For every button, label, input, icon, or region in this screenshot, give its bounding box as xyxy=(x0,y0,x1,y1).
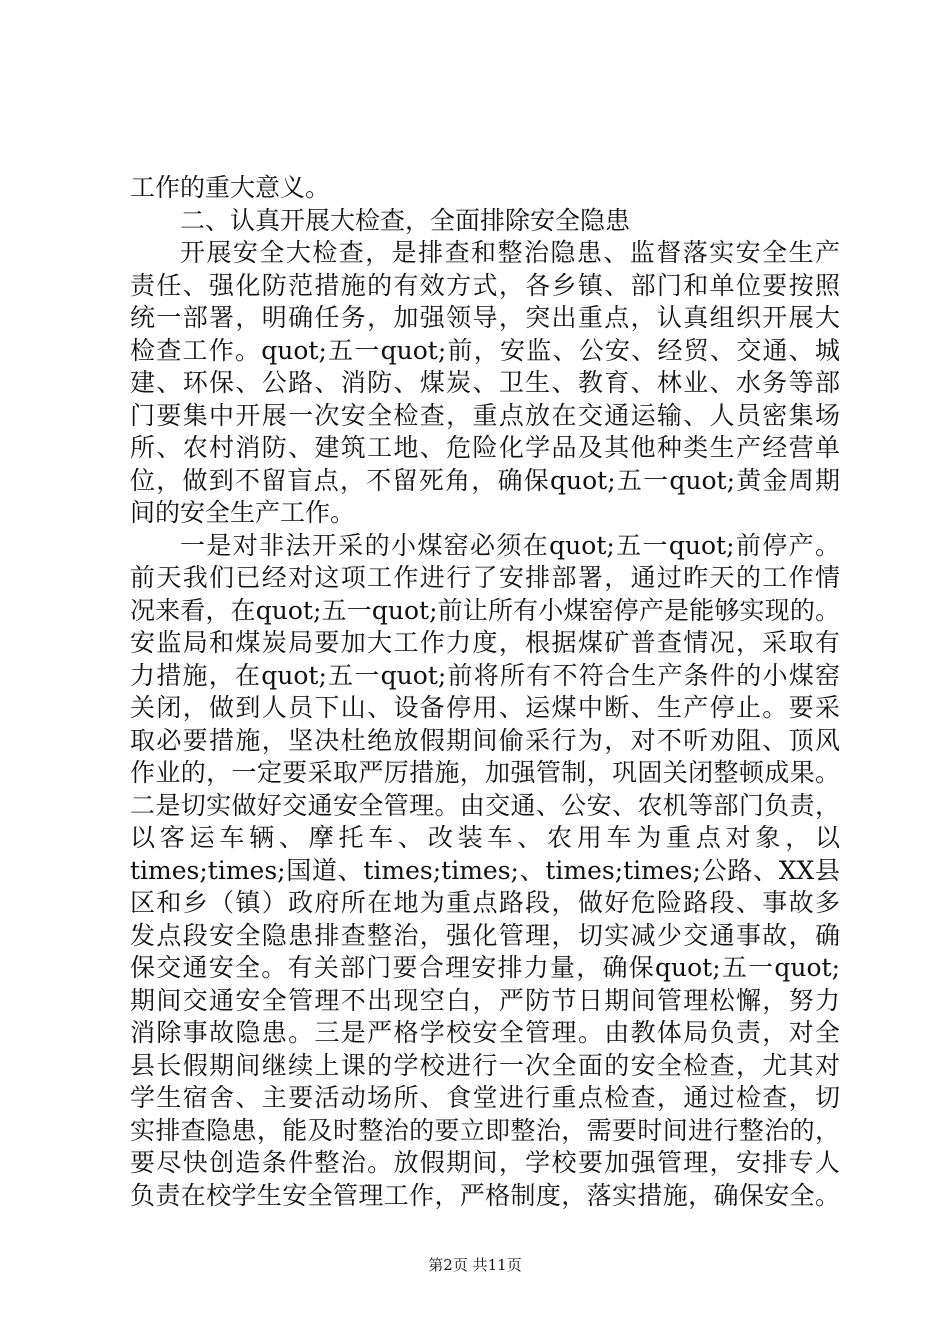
section-heading: 二、认真开展大检查，全面排除安全隐患 xyxy=(180,205,631,235)
text-line: 责任、强化防范措施的有效方式，各乡镇、部门和单位要按照 xyxy=(130,270,840,300)
document-body xyxy=(130,172,840,1212)
text-line: 实排查隐患，能及时整治的要立即整治，需要时间进行整治的， xyxy=(130,1115,840,1145)
text-line: 间的安全生产工作。 xyxy=(130,498,356,527)
text-line: 一是对非法开采的小煤窑必须在quot;五一quot;前停产。 xyxy=(180,530,840,560)
text-line: 安监局和煤炭局要加大工作力度，根据煤矿普查情况，采取有 xyxy=(130,628,840,657)
text-line: 前天我们已经对这项工作进行了安排部署，通过昨天的工作情 xyxy=(130,563,840,592)
text-line: 以客运车辆、摩托车、改装车、农用车为重点对象，以 xyxy=(130,823,840,852)
text-line: 况来看，在quot;五一quot;前让所有小煤窑停产是能够实现的。 xyxy=(130,595,840,625)
text-line: 取必要措施，坚决杜绝放假期间偷采行为，对不听劝阻、顶风 xyxy=(130,725,840,755)
text-line: 统一部署，明确任务，加强领导，突出重点，认真组织开展大 xyxy=(130,303,840,332)
text-line: times;times;国道、times;times;、times;times;公路、XX县 xyxy=(130,855,840,885)
text-line: 学生宿舍、主要活动场所、食堂进行重点检查，通过检查，切 xyxy=(130,1083,840,1112)
text-line: 消除事故隐患。三是严格学校安全管理。由教体局负责，对全 xyxy=(130,1018,840,1047)
text-line: 二是切实做好交通安全管理。由交通、公安、农机等部门负责， xyxy=(130,790,840,820)
text-line: 作业的，一定要采取严厉措施，加强管制，巩固关闭整顿成果。 xyxy=(130,758,840,787)
text-line: 发点段安全隐患排查整治，强化管理，切实减少交通事故，确 xyxy=(130,920,840,950)
text-line: 所、农村消防、建筑工地、危险化学品及其他种类生产经营单 xyxy=(130,433,840,462)
text-line: 区和乡（镇）政府所在地为重点路段，做好危险路段、事故多 xyxy=(130,888,840,917)
text-line: 关闭，做到人员下山、设备停用、运煤中断、生产停止。要采 xyxy=(130,693,840,722)
text-line: 负责在校学生安全管理工作，严格制度，落实措施，确保安全。 xyxy=(130,1180,840,1210)
text-line: 工作的重大意义。 xyxy=(130,173,331,202)
text-line: 要尽快创造条件整治。放假期间，学校要加强管理，安排专人 xyxy=(130,1148,840,1177)
text-line: 期间交通安全管理不出现空白，严防节日期间管理松懈，努力 xyxy=(130,985,840,1015)
text-line: 建、环保、公路、消防、煤炭、卫生、教育、林业、水务等部 xyxy=(130,368,840,397)
text-line: 开展安全大检查，是排查和整治隐患、监督落实安全生产 xyxy=(180,238,840,267)
text-line: 力措施，在quot;五一quot;前将所有不符合生产条件的小煤窑 xyxy=(130,660,840,690)
page-number-footer: 第2页 共11页 xyxy=(428,1256,522,1274)
text-line: 检查工作。quot;五一quot;前，安监、公安、经贸、交通、城 xyxy=(130,335,840,365)
text-line: 位，做到不留盲点，不留死角，确保quot;五一quot;黄金周期 xyxy=(130,465,840,495)
text-line: 保交通安全。有关部门要合理安排力量，确保quot;五一quot; xyxy=(130,953,840,982)
text-line: 门要集中开展一次安全检查，重点放在交通运输、人员密集场 xyxy=(130,400,840,430)
text-line: 县长假期间继续上课的学校进行一次全面的安全检查，尤其对 xyxy=(130,1050,840,1080)
